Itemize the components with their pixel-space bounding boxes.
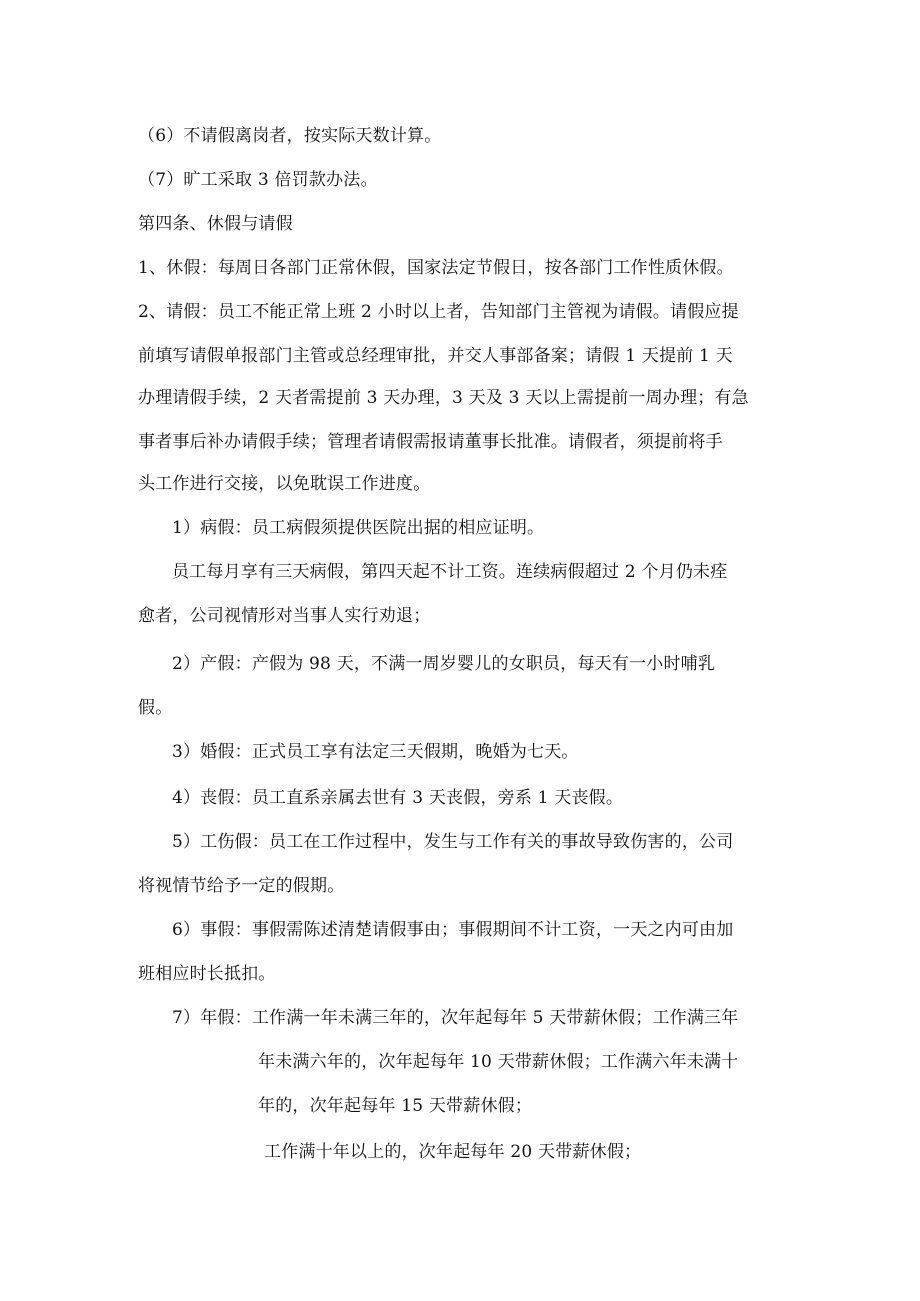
- leave-paragraph-line: 前填写请假单报部门主管或总经理审批，并交人事部备案；请假 1 天提前 1 天: [138, 346, 733, 366]
- sick-leave-title: 1）病假：员工病假须提供医院出据的相应证明。: [172, 518, 545, 538]
- maternity-leave-line: 假。: [138, 698, 173, 718]
- maternity-leave-line: 2）产假：产假为 98 天，不满一周岁婴儿的女职员，每天有一小时哺乳: [172, 654, 716, 674]
- injury-leave-line: 5）工伤假：员工在工作过程中，发生与工作有关的事故导致伤害的，公司: [172, 832, 734, 852]
- leave-paragraph-line: 头工作进行交接，以免耽误工作进度。: [138, 474, 431, 494]
- marriage-leave: 3）婚假：正式员工享有法定三天假期，晚婚为七天。: [172, 742, 579, 762]
- personal-leave-line: 班相应时长抵扣。: [138, 964, 276, 984]
- annual-leave-line: 年的，次年起每年 15 天带薪休假；: [258, 1096, 533, 1116]
- funeral-leave: 4）丧假：员工直系亲属去世有 3 天丧假，旁系 1 天丧假。: [172, 788, 624, 808]
- leave-paragraph-line: 事者事后补办请假手续；管理者请假需报请董事长批准。请假者，须提前将手: [138, 432, 723, 452]
- annual-leave-line: 年未满六年的，次年起每年 10 天带薪休假；工作满六年未满十: [258, 1052, 739, 1072]
- item-7-text: （7）旷工采取 3 倍罚款办法。: [138, 170, 378, 190]
- rest-paragraph: 1、休假：每周日各部门正常休假，国家法定节假日，按各部门工作性质休假。: [138, 258, 734, 278]
- injury-leave-line: 将视情节给予一定的假期。: [138, 876, 345, 896]
- section-title: 第四条、休假与请假: [138, 214, 293, 234]
- sick-leave-detail-line: 员工每月享有三天病假，第四天起不计工资。连续病假超过 2 个月仍未痊: [172, 562, 728, 582]
- sick-leave-detail-line: 愈者，公司视情形对当事人实行劝退；: [138, 606, 431, 626]
- leave-paragraph-line: 2、请假：员工不能正常上班 2 小时以上者，告知部门主管视为请假。请假应提: [138, 302, 739, 322]
- item-6-text: （6）不请假离岗者，按实际天数计算。: [138, 126, 442, 146]
- personal-leave-line: 6）事假：事假需陈述清楚请假事由；事假期间不计工资，一天之内可由加: [172, 920, 734, 940]
- leave-paragraph-line: 办理请假手续，2 天者需提前 3 天办理，3 天及 3 天以上需提前一周办理；有急: [138, 388, 749, 408]
- annual-leave-line: 7）年假：工作满一年未满三年的，次年起每年 5 天带薪休假；工作满三年: [172, 1008, 739, 1028]
- annual-leave-line: 工作满十年以上的，次年起每年 20 天带薪休假；: [264, 1142, 642, 1162]
